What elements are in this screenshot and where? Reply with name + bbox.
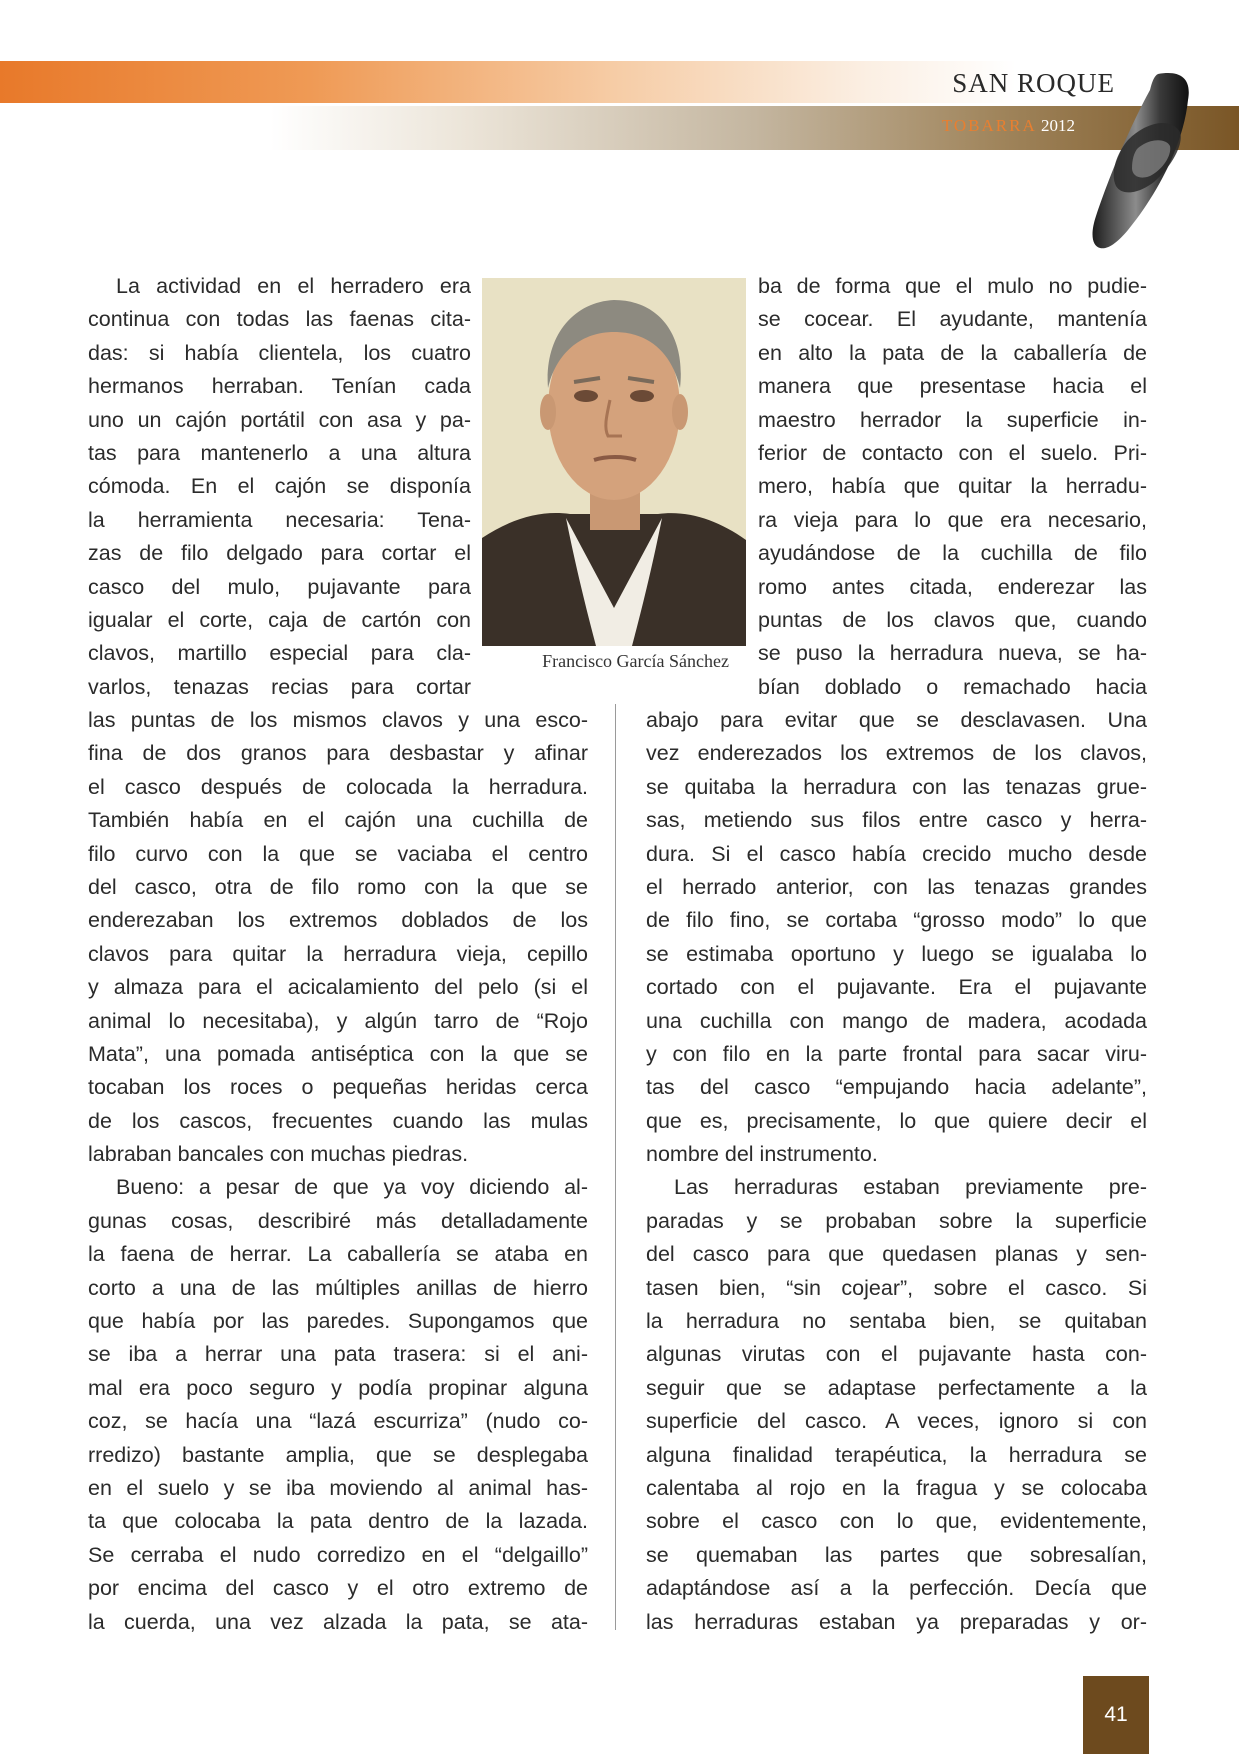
text-line: la herramienta necesaria: Tena-: [88, 507, 471, 532]
text-line: ra vieja para lo que era necesario,: [758, 507, 1147, 532]
text-line: algunas virutas con el pujavante hasta con-: [646, 1342, 1147, 1367]
text-line: el casco después de colocada la herradura.: [88, 774, 588, 799]
text-line: sobre el casco con lo que, evidentemente,: [646, 1509, 1147, 1534]
column-divider: [615, 704, 616, 1630]
text-line: de los cascos, frecuentes cuando las mulas: [88, 1108, 588, 1133]
column-left-bottom-text: [88, 704, 588, 1639]
page-number-box: [1083, 1676, 1149, 1754]
text-line: filo curvo con la que se vaciaba el centro: [88, 841, 588, 866]
text-line: se quemaban las partes que sobresalían,: [646, 1542, 1147, 1567]
portrait-photo: [482, 278, 746, 646]
text-line: nombre del instrumento.: [646, 1142, 878, 1167]
text-line: gunas cosas, describiré más detalladamente: [88, 1208, 588, 1233]
text-line: continua con todas las faenas cita-: [88, 307, 471, 332]
text-line: hermanos herraban. Tenían cada: [88, 374, 471, 399]
text-line: clavos para quitar la herradura vieja, cepillo: [88, 941, 588, 966]
text-line: y con filo en la parte frontal para sacar viru-: [646, 1041, 1147, 1066]
text-line: se cocear. El ayudante, mantenía: [758, 307, 1147, 332]
text-line: romo antes citada, enderezar las: [758, 574, 1147, 599]
text-line: sas, metiendo sus filos entre casco y herra-: [646, 808, 1147, 833]
text-line: adaptándose así a la perfección. Decía que: [646, 1576, 1147, 1601]
text-line: abajo para evitar que se desclavasen. Una: [646, 708, 1147, 732]
column-right-bottom-text: [646, 704, 1147, 1639]
text-line: que es, precisamente, lo que quiere decir el: [646, 1108, 1147, 1133]
text-line: y almaza para el acicalamiento del pelo (si el: [88, 975, 588, 1000]
text-line: Bueno: a pesar de que ya voy diciendo al-: [116, 1175, 588, 1200]
text-line: seguir que se adaptase perfectamente a la: [646, 1375, 1147, 1400]
text-line: labraban bancales con muchas piedras.: [88, 1142, 469, 1167]
publication-place: TOBARRA: [941, 116, 1037, 135]
column-right-top-text: [758, 270, 1147, 704]
text-line: se quitaba la herradura con las tenazas grue-: [646, 774, 1147, 799]
text-line: corto a una de las múltiples anillas de hierro: [88, 1275, 588, 1300]
text-line: Las herraduras estaban previamente pre-: [674, 1175, 1147, 1200]
publication-subtitle: [900, 116, 1075, 136]
text-line: se estimaba oportuno y luego se igualaba lo: [646, 941, 1147, 966]
text-line: las puntas de los mismos clavos y una esco-: [88, 708, 588, 732]
page-number: 41: [1104, 1703, 1128, 1726]
text-line: bían doblado o remachado hacia: [758, 674, 1147, 699]
text-line: maestro herrador la superficie in-: [758, 407, 1147, 432]
text-line: mero, había que quitar la herradu-: [758, 474, 1147, 499]
text-line: calentaba al rojo en la fragua y se colocaba: [646, 1475, 1147, 1500]
text-line: enderezaban los extremos doblados de los: [88, 908, 588, 933]
text-line: tas del casco “empujando hacia adelante”,: [646, 1075, 1147, 1100]
text-line: fina de dos granos para desbastar y afinar: [88, 741, 588, 766]
text-line: ba de forma que el mulo no pudie-: [758, 274, 1147, 298]
text-line: alguna finalidad terapéutica, la herradura se: [646, 1442, 1147, 1467]
text-line: puntas de los clavos que, cuando: [758, 607, 1147, 632]
text-line: dura. Si el casco había crecido mucho desde: [646, 841, 1147, 866]
text-line: animal lo necesitaba), y algún tarro de “Rojo: [88, 1008, 588, 1033]
text-line: del casco para que quedasen planas y sen-: [646, 1242, 1147, 1267]
text-line: el herrado anterior, con las tenazas grandes: [646, 874, 1147, 899]
text-line: uno un cajón portátil con asa y pa-: [88, 407, 471, 432]
text-line: tas para mantenerlo a una altura: [88, 440, 471, 465]
text-line: clavos, martillo especial para cla-: [88, 641, 471, 666]
text-line: la faena de herrar. La caballería se ataba en: [88, 1242, 588, 1267]
hat-icon: [1088, 70, 1196, 252]
text-line: en alto la pata de la caballería de: [758, 340, 1147, 365]
text-line: coz, se hacía una “lazá escurriza” (nudo co-: [88, 1409, 588, 1434]
text-line: la herradura no sentaba bien, se quitaban: [646, 1309, 1147, 1334]
text-line: del casco, otra de filo romo con la que se: [88, 874, 588, 899]
text-line: También había en el cajón una cuchilla de: [88, 808, 588, 833]
text-line: La actividad en el herradero era: [116, 274, 471, 298]
text-line: mal era poco seguro y podía propinar alguna: [88, 1375, 588, 1400]
text-line: cómoda. En el cajón se disponía: [88, 474, 471, 499]
text-line: casco del mulo, pujavante para: [88, 574, 471, 599]
text-line: se puso la herradura nueva, se ha-: [758, 641, 1147, 666]
text-line: la cuerda, una vez alzada la pata, se ata-: [88, 1609, 588, 1634]
text-line: tocaban los roces o pequeñas heridas cerca: [88, 1075, 588, 1100]
text-line: ferior de contacto con el suelo. Pri-: [758, 440, 1147, 465]
text-line: igualar el corte, caja de cartón con: [88, 607, 471, 632]
text-line: zas de filo delgado para cortar el: [88, 541, 471, 566]
text-line: ta que colocaba la pata dentro de la lazada.: [88, 1509, 588, 1534]
text-line: Mata”, una pomada antiséptica con la que se: [88, 1041, 588, 1066]
text-line: paradas y se probaban sobre la superficie: [646, 1208, 1147, 1233]
text-line: cortado con el pujavante. Era el pujavante: [646, 975, 1147, 1000]
text-line: manera que presentase hacia el: [758, 374, 1147, 399]
text-line: una cuchilla con mango de madera, acodada: [646, 1008, 1147, 1033]
text-line: en el suelo y se iba moviendo al animal has-: [88, 1475, 588, 1500]
publication-title: SAN ROQUE: [952, 68, 1115, 98]
publication-year: 2012: [1041, 116, 1075, 135]
text-line: vez enderezados los extremos de los clavos,: [646, 741, 1147, 766]
text-line: das: si había clientela, los cuatro: [88, 340, 471, 365]
text-line: superficie del casco. A veces, ignoro si con: [646, 1409, 1147, 1434]
text-line: las herraduras estaban ya preparadas y or-: [646, 1609, 1147, 1634]
column-left-top-text: [88, 270, 471, 704]
text-line: ayudándose de la cuchilla de filo: [758, 541, 1147, 566]
text-line: de filo fino, se cortaba “grosso modo” lo que: [646, 908, 1147, 933]
text-line: rredizo) bastante amplia, que se desplegaba: [88, 1442, 588, 1467]
text-line: varlos, tenazas recias para cortar: [88, 674, 471, 699]
photo-caption: Francisco García Sánchez: [542, 651, 729, 671]
text-line: Se cerraba el nudo corredizo en el “delgaillo”: [88, 1542, 588, 1567]
text-line: por encima del casco y el otro extremo de: [88, 1576, 588, 1601]
text-line: tasen bien, “sin cojear”, sobre el casco. Si: [646, 1275, 1147, 1300]
text-line: se iba a herrar una pata trasera: si el ani-: [88, 1342, 588, 1367]
text-line: que había por las paredes. Supongamos que: [88, 1309, 588, 1334]
